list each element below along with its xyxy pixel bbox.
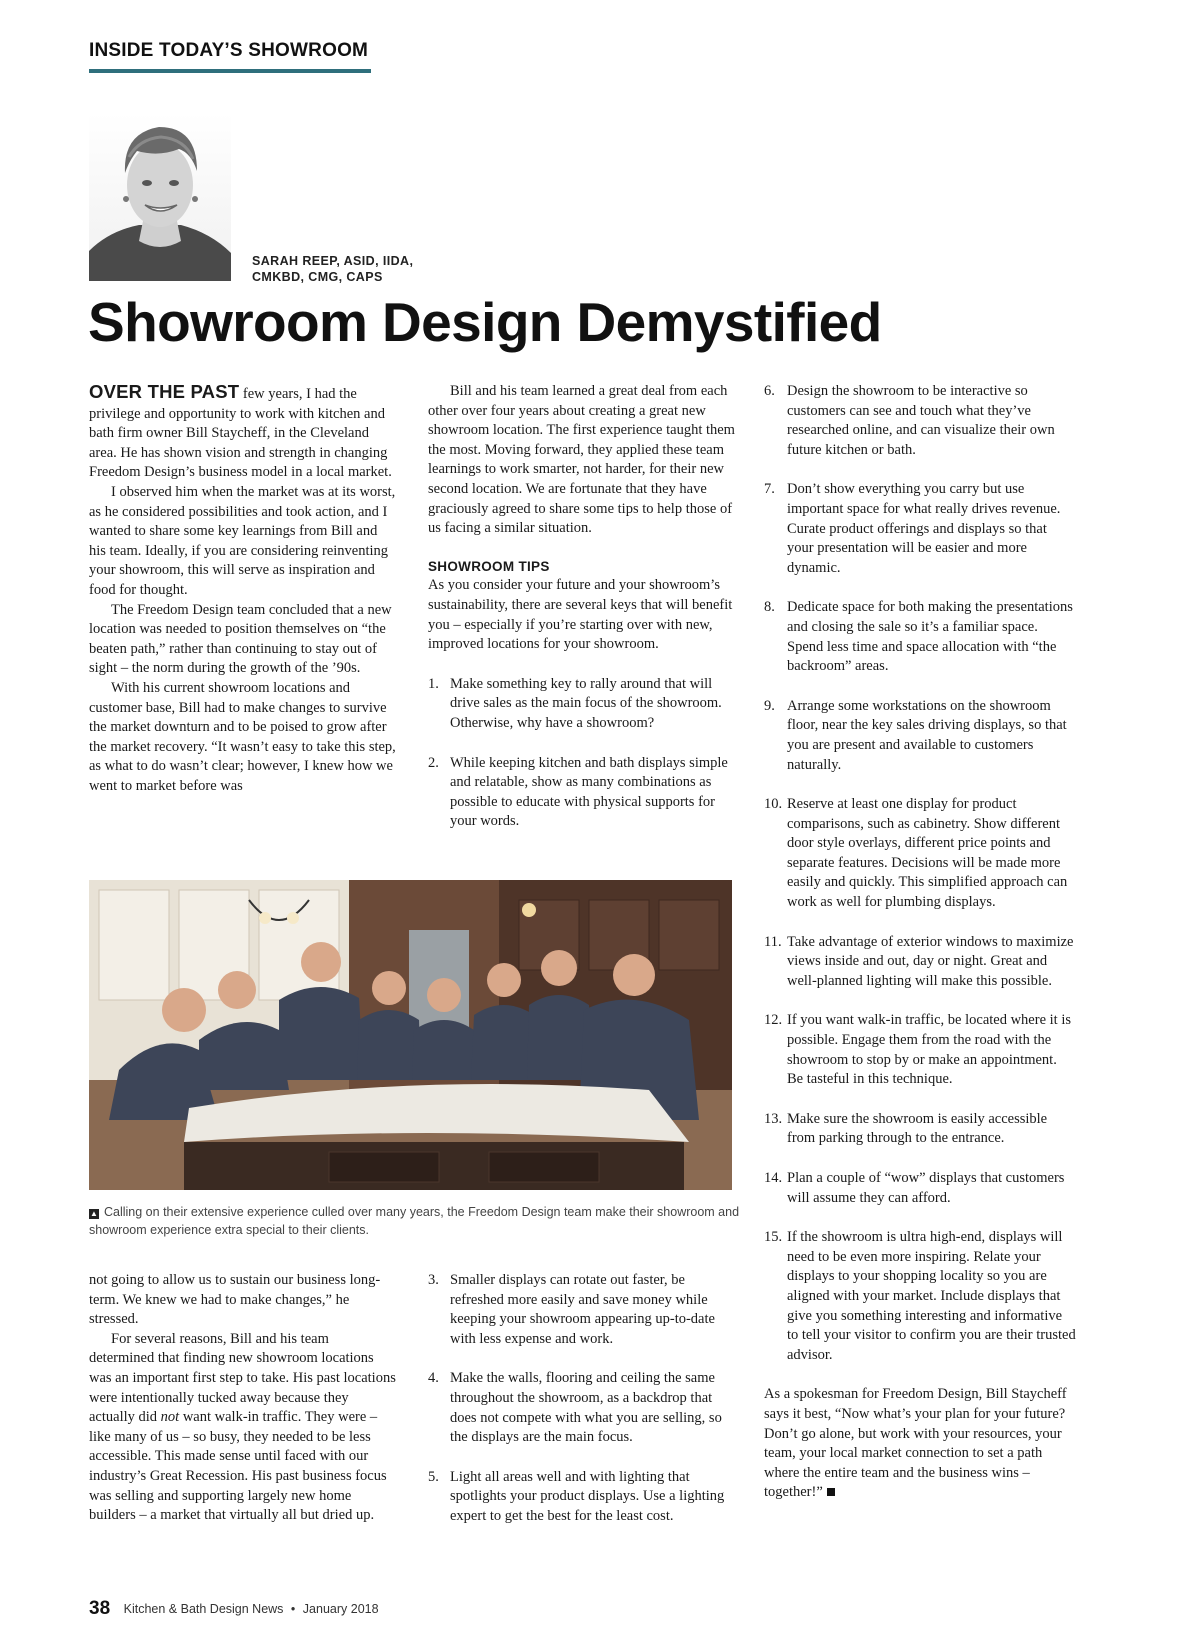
author-credit	[252, 253, 413, 285]
list-item	[764, 795, 1076, 913]
article-title: Showroom Design Demystified	[88, 291, 882, 353]
list-item-number: 4.	[428, 1370, 439, 1387]
list-item-number: 5.	[428, 1468, 439, 1485]
paragraph: With his current showroom locations and customer base, Bill had to make changes to survive the market downturn and to be poised to grow after the market recovery. “It wasn’t easy to take this step, as what to do wasn’t clear; however, I knew how we went to market before was	[89, 679, 396, 794]
section-label: INSIDE TODAY’S SHOWROOM	[89, 40, 369, 61]
emphasis-text: not	[160, 1409, 180, 1426]
list-item	[764, 598, 1076, 676]
arrow-up-icon: ▲	[90, 1209, 98, 1218]
list-item-number: 9.	[764, 697, 775, 714]
tips-heading: SHOWROOM TIPS	[428, 558, 550, 574]
paragraph: not going to allow us to sustain our business long-term. We knew we had to make changes,” he stressed.	[89, 1272, 381, 1328]
list-item	[764, 1228, 1076, 1365]
list-item	[428, 1271, 736, 1349]
list-item-number: 15.	[764, 1229, 783, 1246]
list-item-text: Arrange some workstations on the showroom floor, near the key sales driving displays, so that you are present and available to customers naturally.	[787, 697, 1067, 773]
list-item-text: Smaller displays can rotate out faster, be refreshed more easily and save money while keeping your showroom appearing up-to-date with less expense and work.	[450, 1272, 715, 1347]
paragraph-text: want walk-in traffic. They were – like many of us – so busy, they needed to be less accessible. This made sense until faced with our industry’s Great Recession. His past business focus was selling and supporting largely new home builders – a market that virtually all but dried up.	[89, 1409, 387, 1524]
list-item	[764, 1169, 1076, 1208]
section-divider	[89, 69, 371, 73]
page-footer	[89, 1598, 379, 1620]
list-item-text: Make sure the showroom is easily accessible from parking through to the entrance.	[787, 1110, 1048, 1147]
photo-caption	[89, 1203, 749, 1239]
paragraph: few years, I had the privilege and opportunity to work with kitchen and bath firm owner Bill Staycheff, in the Cleveland area. He has shown vision and strength in changing Freedom Design’s business model in a local market.	[89, 386, 392, 481]
list-item-text: Make the walls, flooring and ceiling the same throughout the showroom, as a backdrop that does not compete with what you are selling, so the displays are the main focus.	[450, 1370, 722, 1446]
list-item-number: 14.	[764, 1170, 783, 1186]
list-item	[764, 1011, 1076, 1089]
column-1-top	[89, 382, 396, 796]
column-1-bottom	[89, 1271, 396, 1526]
paragraph: The Freedom Design team concluded that a new location was needed to position themselves on “the beaten path,” rather than continuing to stay out of sight – the norm during the growth of the ’90s.	[89, 601, 392, 677]
closing-paragraph	[764, 1385, 1076, 1503]
publication-name: Kitchen & Bath Design News	[123, 1602, 284, 1616]
author-credit-line2: CMKBD, CMG, CAPS	[252, 270, 383, 284]
author-portrait	[89, 113, 231, 281]
photo-caption-text: Calling on their extensive experience culled over many years, the Freedom Design team make their showroom and showroom experience extra special to their clients.	[89, 1205, 740, 1237]
list-item	[764, 697, 1076, 775]
list-item-text: Dedicate space for both making the presentations and closing the sale so it’s a familiar space. Spend less time and space allocation with “the backroom” areas.	[787, 599, 1073, 675]
end-mark-icon	[827, 1488, 835, 1496]
list-item-number: 3.	[428, 1272, 439, 1288]
lead-in: OVER THE PAST	[89, 381, 240, 402]
list-item-number: 6.	[764, 383, 775, 399]
list-item-text: While keeping kitchen and bath displays simple and relatable, show as many combinations as possible to educate with physical supports for your words.	[450, 754, 728, 830]
paragraph: I observed him when the market was at its worst, as he considered possibilities and took action, and I wanted to share some key learnings from Bill and his team. Ideally, if you are considering reinventing your showroom, this will serve as inspiration and food for thought.	[89, 483, 396, 598]
list-item-text: If you want walk-in traffic, be located where it is possible. Engage them from the road with the showroom to stop by or make an appointment. Be tasteful in this technique.	[787, 1012, 1071, 1088]
list-item-text: Design the showroom to be interactive so customers can see and touch what they’ve researched online, and can visualize their own future kitchen or bath.	[787, 383, 1055, 458]
list-item	[428, 675, 736, 734]
paragraph	[89, 1330, 396, 1526]
list-item	[764, 480, 1076, 578]
column-2-top	[428, 382, 736, 852]
list-item-number: 12.	[764, 1012, 783, 1029]
list-item-text: Reserve at least one display for product comparisons, such as cabinetry. Show different door style overlays, different price points and separate features. Decisions will be made more easily and quickly. This simplified approach can work as well for plumbing displays.	[787, 796, 1068, 911]
page-number: 38	[89, 1598, 111, 1619]
list-item-text: Light all areas well and with lighting that spotlights your product displays. Use a lighting expert to get the best for the least cost.	[450, 1468, 725, 1524]
tips-intro: As you consider your future and your showroom’s sustainability, there are several keys that will benefit you – especially if you’re starting over with new, improved locations for your showroom.	[428, 577, 733, 653]
list-item-number: 10.	[764, 796, 783, 813]
list-item	[764, 382, 1076, 460]
list-item-number: 2.	[428, 754, 439, 771]
list-item-number: 8.	[764, 599, 775, 616]
list-item	[428, 1369, 736, 1447]
list-item	[764, 933, 1076, 992]
list-item-number: 7.	[764, 481, 775, 498]
paragraph-text: For several reasons, Bill and his team determined that finding new showroom locations was an important first step to take. His past locations were intentionally tucked away because they actually did	[89, 1330, 396, 1426]
list-item	[764, 1110, 1076, 1149]
list-item-text: Don’t show everything you carry but use important space for what really drives revenue. Curate product offerings and displays so that your presentation will be easier and more dynamic.	[787, 481, 1061, 576]
list-item	[428, 1468, 736, 1527]
list-item-number: 13.	[764, 1110, 783, 1127]
issue-date: January 2018	[302, 1602, 379, 1616]
paragraph: Bill and his team learned a great deal from each other over four years about creating a great new showroom location. The first experience taught them the most. Moving forward, they applied these team learnings to work smarter, not harder, for their new second location. We are fortunate that they have graciously agreed to share some tips to help those of us facing a similar situation.	[428, 383, 735, 537]
list-item-number: 1.	[428, 675, 439, 692]
author-credit-line1: SARAH REEP, ASID, IIDA,	[252, 254, 414, 268]
list-item-text: If the showroom is ultra high-end, displays will need to be even more inspiring. Relate your displays to your shopping locality so you are aligned with your market. Include displays that give you something interesting and informative to tell your visitor to confirm you are their trusted advisor.	[787, 1229, 1076, 1363]
footer-separator: •	[290, 1602, 296, 1616]
list-item-text: Plan a couple of “wow” displays that customers will assume they can afford.	[787, 1170, 1065, 1206]
column-2-bottom	[428, 1271, 736, 1547]
column-3	[764, 382, 1076, 1503]
closing-text: As a spokesman for Freedom Design, Bill Staycheff says it best, “Now what’s your plan for your future? Don’t go alone, but work with your resources, your team, your local market connection to set a path where the entire team and the business wins – together!”	[764, 1386, 1067, 1501]
list-item-number: 11.	[764, 933, 782, 950]
list-item-text: Take advantage of exterior windows to maximize views inside and out, day or night. Great and well-planned lighting will make this possible.	[787, 933, 1074, 989]
team-photo	[89, 880, 732, 1190]
list-item-text: Make something key to rally around that will drive sales as the main focus of the showroom. Otherwise, why have a showroom?	[450, 675, 722, 731]
list-item	[428, 754, 736, 832]
